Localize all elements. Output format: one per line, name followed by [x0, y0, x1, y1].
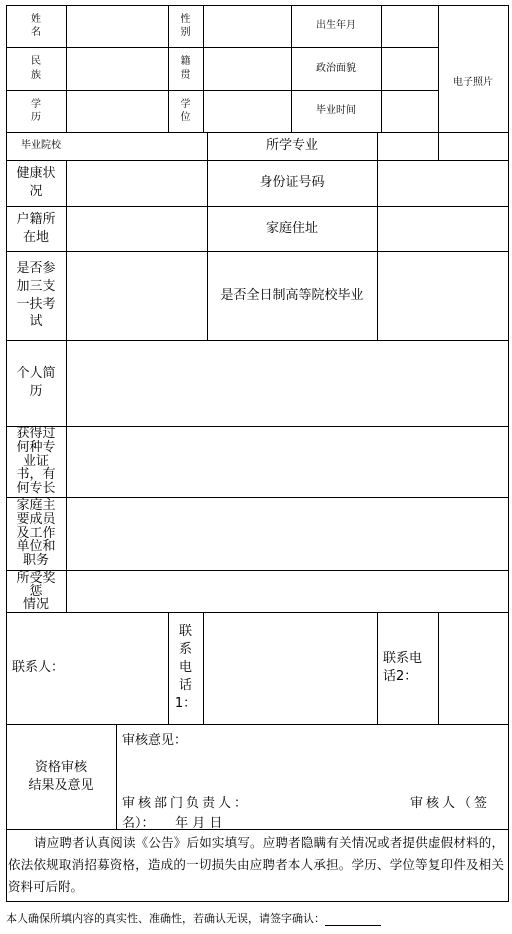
gender-field[interactable] — [203, 5, 291, 47]
phone2-field[interactable] — [438, 612, 508, 724]
reviewer-label: 审核人（签 — [410, 796, 491, 811]
footer-confirmation — [6, 910, 381, 926]
hukou-label: 户籍所 在地 — [16, 211, 56, 245]
dept-head-label: 审核部门负责人： — [122, 796, 251, 811]
phone2-label: 联系电 话2： — [383, 651, 423, 684]
health-label: 健康状 况 — [16, 166, 56, 199]
graduation-time-label: 毕业时间 — [316, 105, 356, 117]
review-label: 资格审核 结果及意见 — [28, 759, 94, 793]
awards-field[interactable] — [66, 570, 508, 612]
political-status-field[interactable] — [381, 47, 438, 90]
family-label: 家庭主 要成员 及工作 单位和 职务 — [16, 498, 56, 568]
birth-field[interactable] — [381, 5, 438, 47]
degree-label: 学 位 — [180, 98, 191, 123]
awards-label: 所受奖 惩 情况 — [16, 570, 56, 612]
fulltime-field[interactable] — [377, 251, 508, 340]
family-field[interactable] — [66, 497, 508, 570]
resume-label: 个人简 历 — [16, 366, 56, 399]
certificates-label: 获得过 何种专 业证 书，有 何专长 — [16, 426, 56, 496]
address-field[interactable] — [377, 206, 508, 251]
phone1-label: 联 系 电 话 1： — [174, 623, 197, 712]
health-field[interactable] — [66, 160, 207, 206]
major-label: 所学专业 — [265, 138, 318, 154]
degree-field[interactable] — [203, 90, 291, 132]
sign-date-line: 名）： 年 月 日 — [122, 816, 223, 831]
education-label: 学 历 — [31, 98, 57, 123]
native-place-field[interactable] — [203, 47, 291, 90]
notice-text: 请应聘者认真阅读《公告》后如实填写。应聘者隐瞒有关情况或者提供虚假材料的，依法依规取消招募资格，造成的一切损失由应聘者本人承担。学历、学位等复印件及相关资料可后附。 — [8, 835, 504, 894]
sanzhiyifu-field[interactable] — [66, 251, 207, 340]
sanzhiyifu-label: 是否参 加三支 一扶考 试 — [16, 261, 56, 330]
ethnicity-label: 民 族 — [31, 56, 57, 81]
review-area[interactable] — [116, 724, 508, 829]
school-field[interactable] — [76, 132, 207, 160]
gender-label: 性 别 — [180, 13, 191, 38]
graduation-time-field[interactable] — [381, 90, 438, 132]
school-label: 毕业院校 — [21, 140, 61, 152]
signature-blank[interactable] — [325, 915, 381, 926]
certificates-field[interactable] — [66, 426, 508, 497]
footer-text: 本人确保所填内容的真实性、准确性，若确认无误，请签字确认： — [6, 912, 325, 925]
photo-box[interactable]: 电子照片 — [453, 76, 493, 88]
name-label: 姓 名 — [31, 13, 57, 38]
id-number-label: 身份证号码 — [259, 175, 325, 191]
contact-label: 联系人： — [12, 660, 65, 676]
major-field[interactable] — [377, 132, 438, 160]
hukou-field[interactable] — [66, 206, 207, 251]
address-label: 家庭住址 — [265, 220, 318, 236]
name-field[interactable] — [66, 5, 168, 47]
phone1-field[interactable] — [203, 612, 377, 724]
ethnicity-field[interactable] — [66, 47, 168, 90]
native-place-label: 籍 贯 — [180, 56, 191, 81]
education-field[interactable] — [66, 90, 168, 132]
resume-field[interactable] — [66, 340, 508, 426]
political-status-label: 政治面貌 — [316, 62, 356, 74]
review-opinion-label: 审核意见： — [122, 733, 188, 748]
birth-label: 出生年月 — [316, 20, 356, 32]
id-number-field[interactable] — [377, 160, 508, 206]
fulltime-label: 是否全日制高等院校毕业 — [220, 287, 364, 303]
